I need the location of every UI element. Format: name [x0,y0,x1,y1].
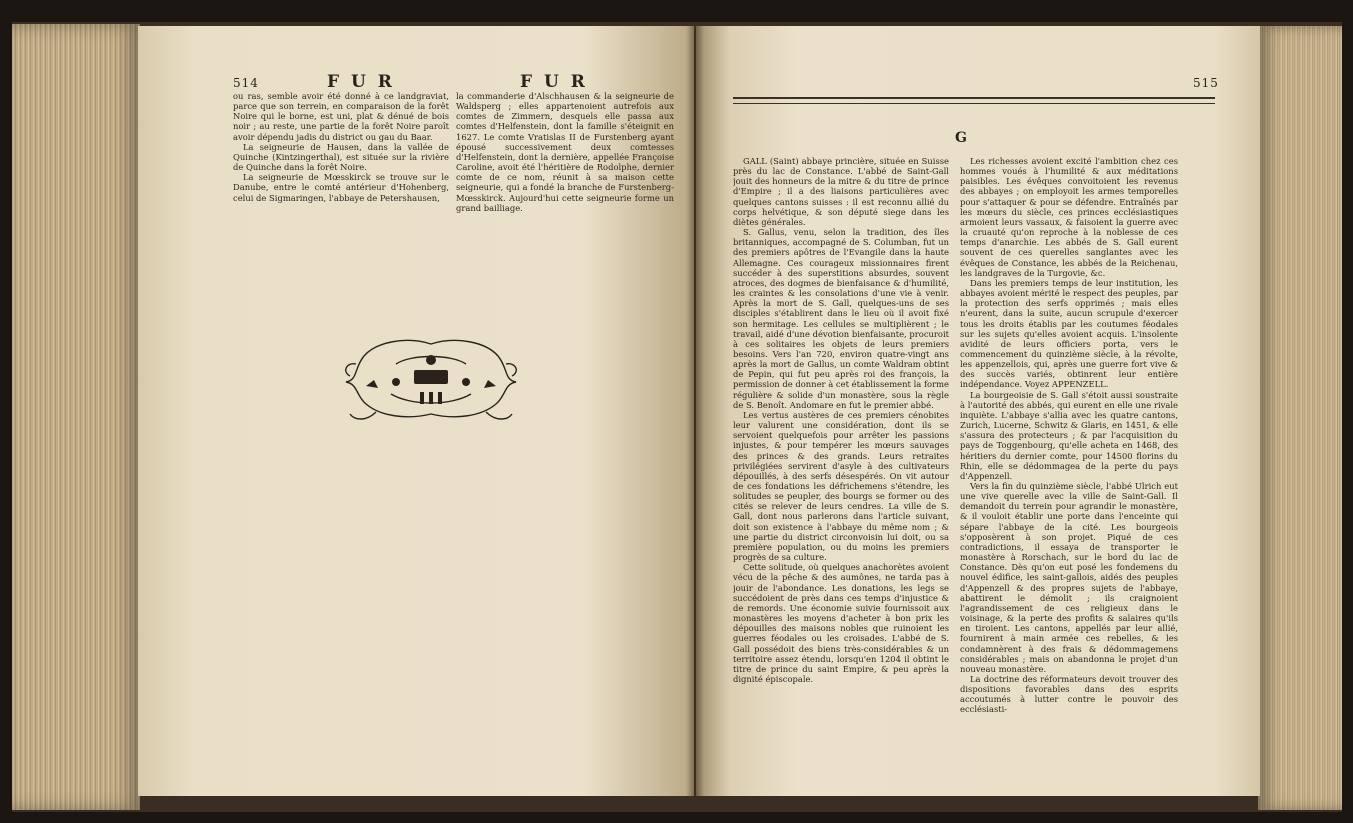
paragraph: GALL (Saint) abbaye princière, située en Suisse près du lac de Constance. L'abbé de Saint-Gall jouit des honneurs de la mitre & du titre de prince d'Empire ; il a des liaisons particulières avec quelques cantons suisses : il est reconnu allié du corps helvétique, & son député siege dans les diètes générales. [733,156,949,227]
paragraph: Dans les premiers temps de leur institution, les abbayes avoient mérité le respect des peuples, par la protection des serfs opprimés ; mais elles n'eurent, dans la suite, aucun scrupule d'exercer tous les droits établis par les coutumes féodales sur les sujets qu'elles avoient acquis. L'insolente avidité de leurs officiers porta, vers le commencement du quinzième siècle, à la révolte, les appenzellois, qui, après une guerre fort vive & des succès variés, obtinrent leur entière indépendance. Voyez APPENZELL. [960,277,1178,390]
paragraph: Les vertus austères de ces premiers cénobites leur valurent une considération, dont ils se servoient quelquefois pour arrêter les passions injustes, & pour tempérer les mœurs sauvages des princes & des grands. Leurs retraites privilégiées servirent d'asyle à des cultivateurs dépouillés, à des serfs désespérés. On vit autour de ces fondations les défrichemens s'étendre, les solitudes se peupler, des bourgs se former ou des cités se relever de leurs cendres. La ville de S. Gall, dont nous parlerons dans l'article suivant, doit son existence à l'abbaye du même nom ; & une partie du district circonvoisin lui doit, ou sa première population, ou du moins les premiers progrès de sa culture. [733,409,949,563]
paragraph: La doctrine des réformateurs devoit trouver des dispositions favorables dans des esprits accoutumés à lutter contre le pouvoir des ecclésiasti- [960,673,1178,715]
right-page-number: 515 [1193,76,1219,90]
left-fore-edge [12,24,140,810]
book-gutter [686,26,704,796]
header-rule [733,97,1215,104]
paragraph: ou ras, semble avoir été donné à ce landgraviat, parce que son terrein, en comparaison de la forêt Noire qui le borne, est uni, plat & dénué de bois noir ; au reste, une partie de la forêt Noire paroît avoir dépendu jadis du district ou gau du Baar. [233,91,449,142]
right-fore-edge [1258,26,1342,810]
left-running-head: F U R [327,72,395,92]
paragraph: La seigneurie de Hausen, dans la vallée de Quinche (Kintzingerthal), est située sur la rivière de Quinche dans la forêt Noire. [233,141,449,173]
paragraph: La seigneurie de Mœsskirck se trouve sur le Danube, entre le comté antérieur d'Hohenberg, celui de Sigmaringen, l'abbaye de Petershausen, [233,172,449,203]
left-page-number: 514 [233,76,259,90]
paragraph: la commanderie d'Alschhausen & la seigneurie de Waldsperg ; elles appartenoient autrefois aux comtes de Zimmern, desquels elle passa aux comtes d'Helfenstein, dont la famille s'éteignit en 1627. Le comte Vratislas II de Furstenberg ayant épousé successivement deux comtesses d'Helfenstein, dont la dernière, appellée Françoise Caroline, avoit été l'héritière de Rodolphe, dernier comte de ce nom, réunit à sa maison cette seigneurie, qui a fondé la branche de Furstenberg-Mœsskirck. Aujourd'hui cette seigneurie forme un grand bailliage. [456,91,674,213]
paragraph: La bourgeoisie de S. Gall s'étoit aussi soustraite à l'autorité des abbés, qui eurent en elle une rivale inquiète. L'abbaye s'allia avec les quatre cantons, Zurich, Lucerne, Schwitz & Glaris, en 1451, & elle s'assura des protecteurs ; & par l'acquisition du pays de Toggenbourg, qu'elle acheta en 1468, des héritiers du dernier comte, pour 14500 florins du Rhin, elle se dédommagea de la perte du pays d'Appenzell. [960,389,1178,481]
paragraph: Les richesses avoient excité l'ambition chez ces hommes voués à l'humilité & aux méditations paisibles. Les évêques convoitoient les revenus des abbayes ; on employoit les armes temporelles pour s'attaquer & pour se défendre. Entraînés par les mœurs du siècle, ces princes ecclésiastiques armoient leurs vassaux, & faisoient la guerre avec la cruauté qu'on reproche à la noblesse de ces temps d'anarchie. Les abbés de S. Gall eurent souvent de ces querelles sanglantes avec les évêques de Constance, les abbés de la Reichenau, les landgraves de la Turgovie, &c. [960,156,1178,278]
left-column-1 [233,91,449,221]
paragraph: S. Gallus, venu, selon la tradition, des îles britanniques, accompagné de S. Columban, fut un des premiers apôtres de l'Evangile dans la haute Allemagne. Ces courageux missionnaires firent succéder à des superstitions absurdes, souvent atroces, des dogmes de bienfaisance & d'humilité, les craintes & les consolations d'une vie à venir. Après la mort de S. Gall, quelques-uns de ses disciples s'établirent dans le lieu où il avoit fixé son hermitage. Les cellules se multiplièrent ; le travail, aidé d'une dévotion bienfaisante, procuroit à ces solitaires les objets de leurs premiers besoins. Vers l'an 720, environ quatre-vingt ans après la mort de Gallus, un comte Waldram obtint de Pepin, qui fut peu après roi des françois, la permission de donner à cet établissement la forme régulière & solide d'un monastère, sous la règle de S. Benoît. Andomare en fut le premier abbé. [733,227,949,410]
left-running-head-2: F U R [520,72,588,92]
right-column-2 [960,156,1178,796]
paragraph: Cette solitude, où quelques anachorètes avoient vécu de la pêche & des aumônes, ne tarda pas à jouir de l'abondance. Les donations, les legs se succédoient de près dans ces temps d'injustice & de remords. Une économie suivie fournissoit aux monastères les moyens d'acheter à bon prix les dépouilles des maisons nobles que ruinoient les guerres féodales ou les croisades. L'abbé de S. Gall possédoit des biens très-considérables & un territoire assez étendu, lorsqu'en 1204 il obtint le titre de prince du saint Empire, & peu après la dignité épiscopale. [733,562,949,684]
section-letter: G [955,130,967,146]
left-column-2 [456,91,674,221]
paragraph: Vers la fin du quinzième siècle, l'abbé Ulrich eut une vive querelle avec la ville de Saint-Gall. Il demandoit du terrein pour agrandir le monastère, & il vouloit établir une porte dans l'enceinte qui sépare l'abbaye de la cité. Les bourgeois s'opposèrent à son projet. Piqué de ces contradictions, il essaya de transporter le monastère à Rorschach, sur le bord du lac de Constance. Dès qu'on eut posé les fondemens du nouvel édifice, les saint-gallois, aidés des peuples d'Appenzell & des propres sujets de l'abbaye, abattirent le démolit ; ils craignoient l'agrandissement de ces religieux dans le voisinage, & la perte des profits & salaires qu'ils en tiroient. Les cantons, appellés par leur allié, fournirent à main armée ces rebelles, & les condamnèrent à des frais & dédommagemens considérables ; mais on abandonna le projet d'un nouveau monastère. [960,481,1178,674]
ornament-vignette-icon [336,334,526,426]
right-column-1 [733,156,949,716]
